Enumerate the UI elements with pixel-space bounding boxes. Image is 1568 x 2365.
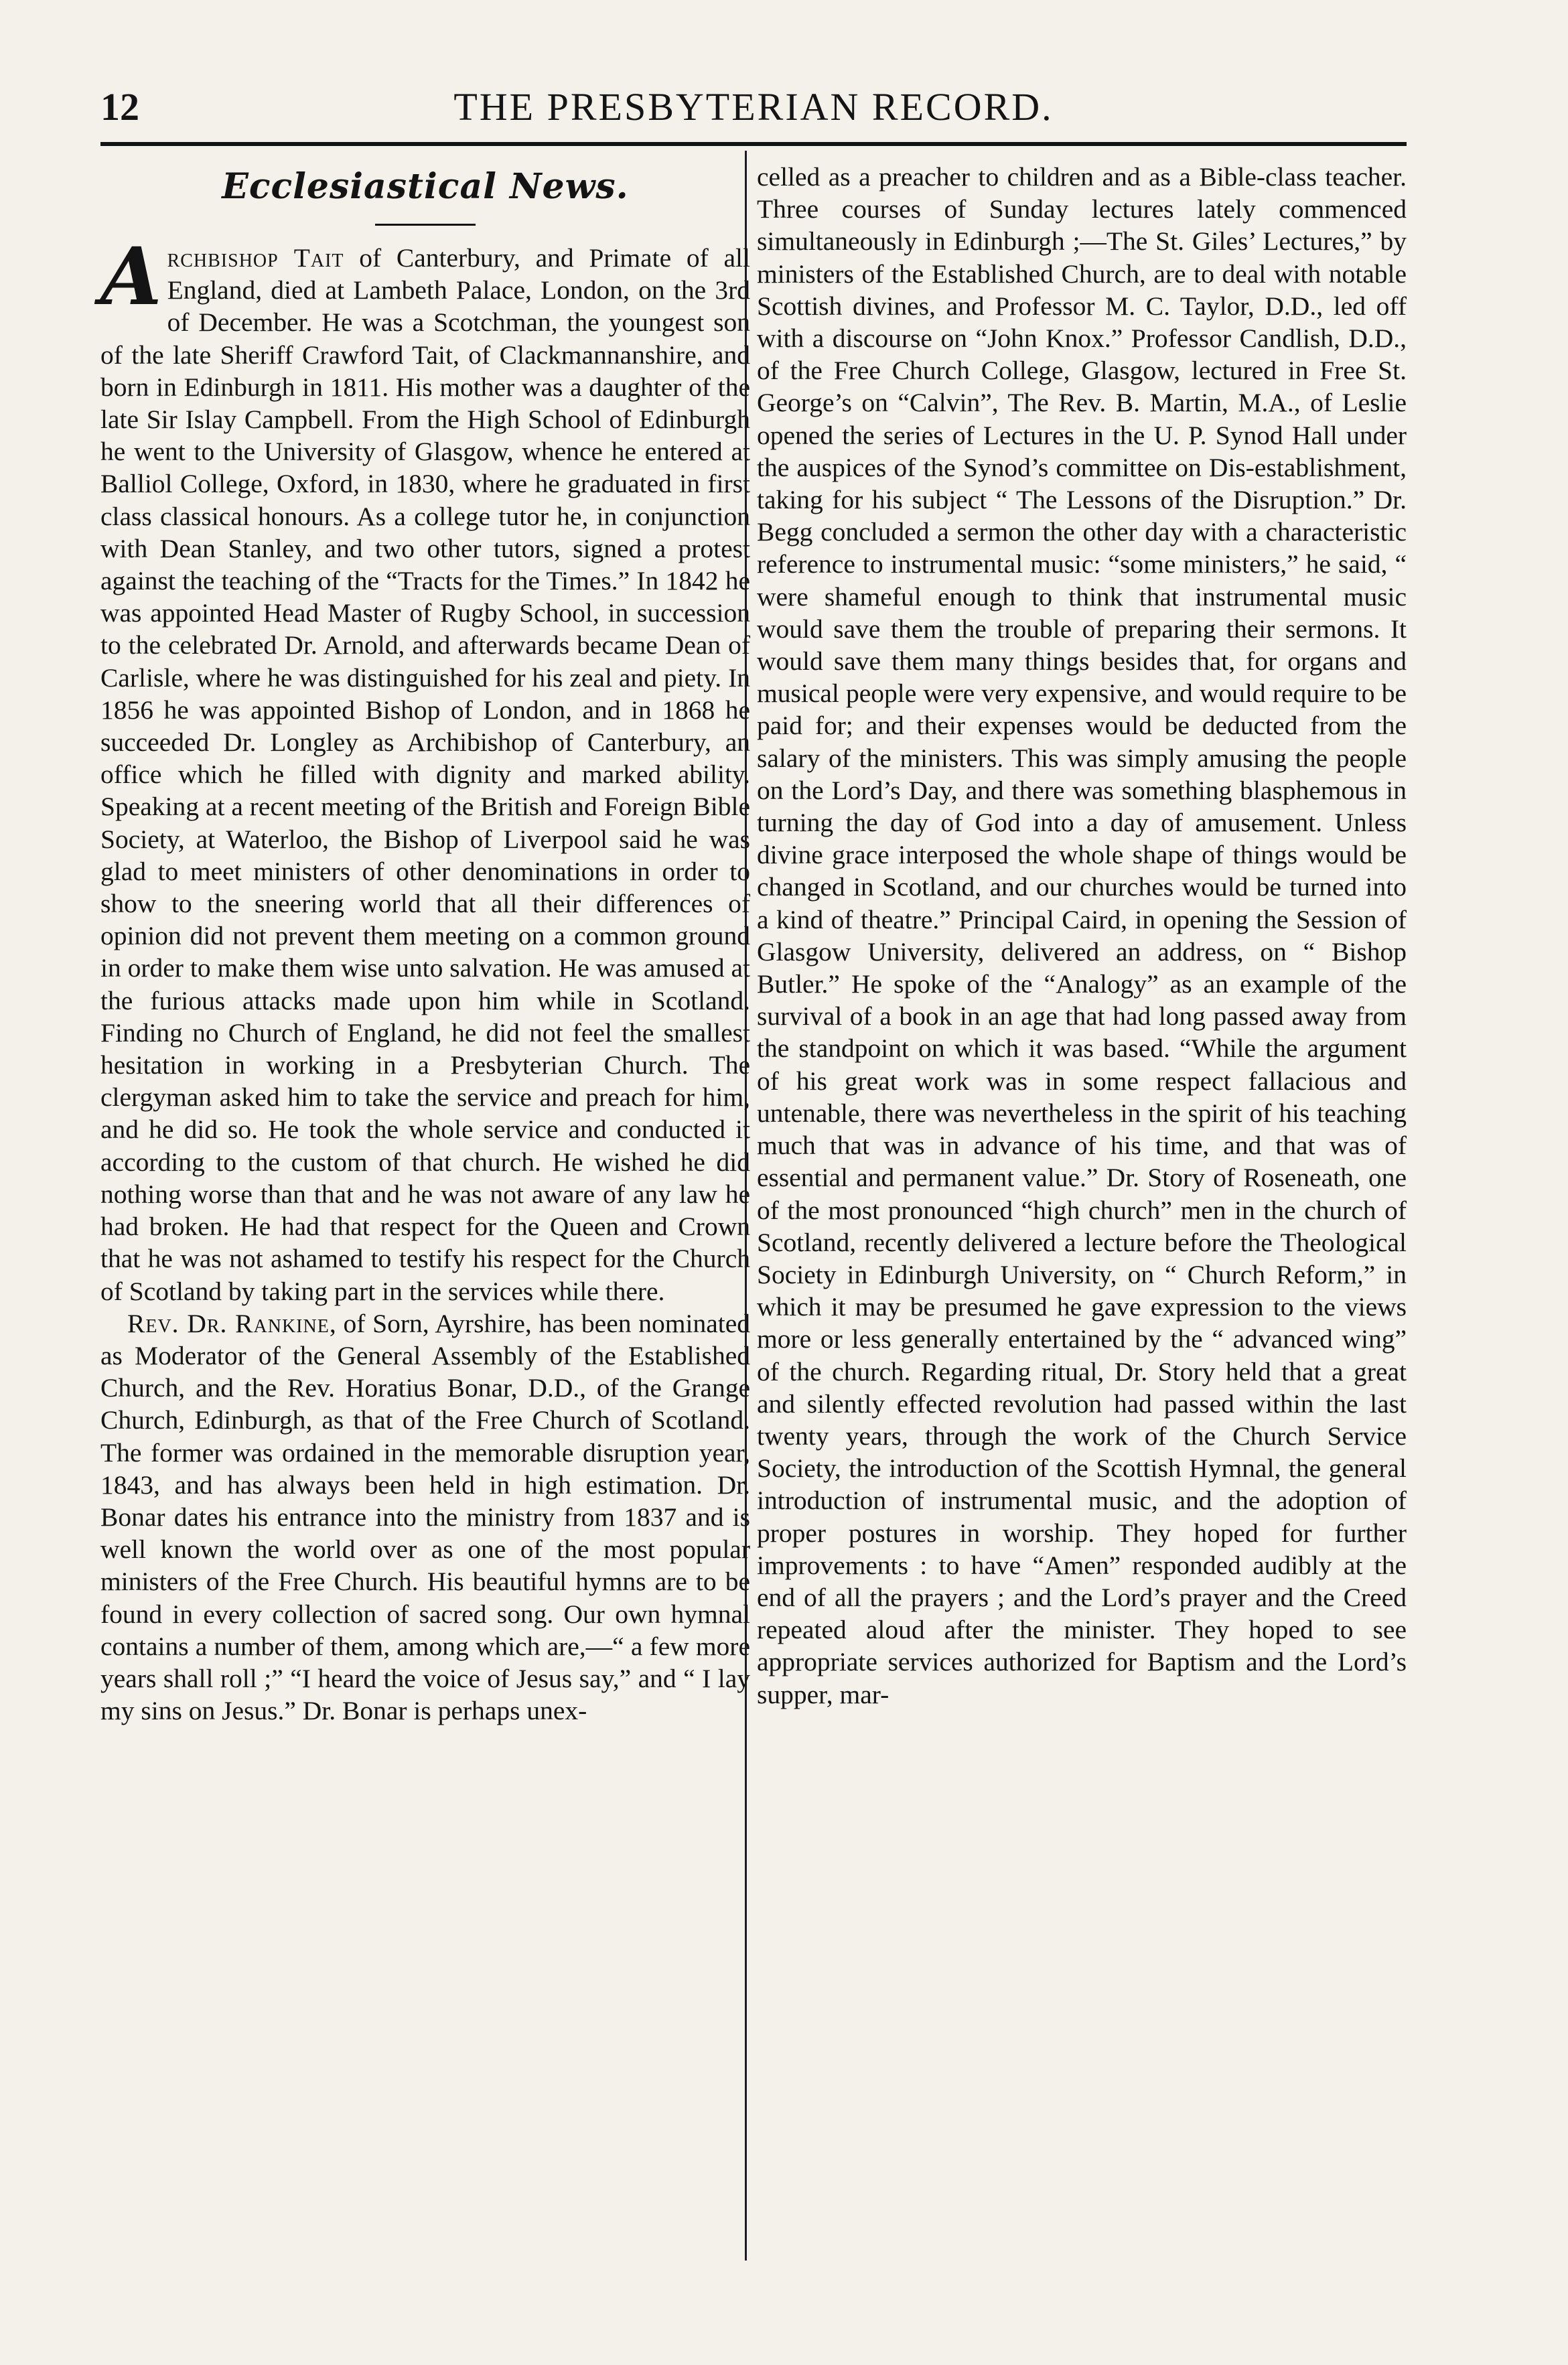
article-rankine	[100, 1307, 750, 1727]
section-title: Ecclesiastical News.	[222, 166, 629, 207]
article-tait-lead: rchbishop Tait	[167, 243, 344, 273]
article-tait	[100, 230, 750, 1307]
page-header	[100, 79, 1407, 139]
drop-cap: A	[100, 230, 162, 323]
article-tait-body: of Canterbury, and Primate of all England, died at Lambeth Palace, London, on the 3rd of December. He was a Scotchman, the youngest son of the late Sheriff Crawford Tait, of Clackmannanshire, and born in Edinburgh in 1811. His mother was a daughter of the late Sir Islay Campbell. From the High School of Edinburgh he went to the University of Glasgow, whence he entered at Balliol College, Oxford, in 1830, where he graduated in first class classical honours. As a college tutor he, in conjunction with Dean Stanley, and two other tutors, signed a protest against the teaching of the “Tracts for the Times.” In 1842 he was appointed Head Master of Rugby School, in succession to the celebrated Dr. Arnold, and afterwards became Dean of Carlisle, where he was distinguished for his zeal and piety. In 1856 he was appointed Bishop of London, and in 1868 he succeeded Dr. Longley as Archibishop of Canterbury, an office which he filled with dignity and marked ability. Speaking at a recent meeting of the British and Foreign Bible Society, at Waterloo, the Bishop of Liverpool said he was glad to meet ministers of other denominations in order to show to the sneering world that all their differences of opinion did not prevent them meeting on a common ground in order to make them wise unto salvation. He was amused at the furious attacks made upon him while in Scotland. Finding no Church of England, he did not feel the smallest hesitation in working in a Presbyterian Church. The clergyman asked him to take the service and preach for him, and he did so. He took the whole service and conducted it according to the custom of that church. He wished he did nothing worse than that and he was not aware of any law he had broken. He had that respect for the Queen and Crown that he was not ashamed to testify his respect for the Church of Scotland by taking part in the services while there.	[100, 243, 750, 1306]
article-continued: celled as a preacher to children and as a Bible-class teacher. Three courses of Sunday lectures lately commenced simultaneously in Edinburgh ;—The St. Giles’ Lectures,” by ministers of the Established Church, are to deal with notable Scottish divines, and Professor M. C. Taylor, D.D., led off with a discourse on “John Knox.” Professor Candlish, D.D., of the Free Church College, Glasgow, lectured in Free St. George’s on “Calvin”, The Rev. B. Martin, M.A., of Leslie opened the series of Lectures in the U. P. Synod Hall under the auspices of the Synod’s committee on Dis-establishment, taking for his subject “ The Lessons of the Disruption.” Dr. Begg concluded a sermon the other day with a characteristic reference to instrumental music: “some ministers,” he said, “ were shameful enough to think that instrumental music would save them the trouble of preparing their sermons. It would save them many things besides that, for organs and musical people were very expensive, and would require to be paid for; and their expenses would be deducted from the salary of the ministers. This was simply amusing the people on the Lord’s Day, and there was something blasphemous in turning the day of God into a day of amusement. Unless divine grace interposed the whole shape of things would be changed in Scotland, and our churches would be turned into a kind of theatre.” Principal Caird, in opening the Session of Glasgow University, delivered an address, on “ Bishop Butler.” He spoke of the “Analogy” as an example of the survival of a book in an age that had long passed away from the standpoint on which it was based. “While the argument of his great work was in some respect fallacious and untenable, there was nevertheless in the spirit of his teaching much that was in advance of his time, and that was of essential and permanent value.” Dr. Story of Roseneath, one of the most pronounced “high church” men in the church of Scotland, recently delivered a lecture before the Theological Society in Edinburgh University, on “ Church Reform,” in which it may be presumed he gave expression to the views more or less generally entertained by the “ advanced wing” of the church. Regarding ritual, Dr. Story held that a great and silently effected revolution had passed within the last twenty years, through the work of the Church Service Society, the introduction of the Scottish Hymnal, the general introduction of instrumental music, and the adoption of proper postures in worship. They hoped for further improvements : to have “Amen” responded audibly at the end of all the prayers ; and the Lord’s prayer and the Creed repeated aloud after the minister. They hoped to see appropriate services authorized for Baptism and the Lord’s supper, mar-	[757, 162, 1407, 1709]
header-rule	[100, 142, 1407, 146]
article-rankine-body: , of Sorn, Ayrshire, has been nominated as Moderator of the General Assembly of the Established Church, and the Rev. Horatius Bonar, D.D., of the Grange Church, Edinburgh, as that of the Free Church of Scotland. The former was ordained in the memorable disruption year, 1843, and has always been held in high estimation. Dr. Bonar dates his entrance into the ministry from 1837 and is well known the world over as one of the most popular ministers of the Free Church. His beautiful hymns are to be found in every collection of sacred song. Our own hymnal contains a number of them, among which are,—“ a few more years shall roll ;” “I heard the voice of Jesus say,” and “ I lay my sins on Jesus.” Dr. Bonar is perhaps unex-	[100, 1308, 751, 1726]
publication-title: THE PRESBYTERIAN RECORD.	[453, 85, 1054, 129]
left-column	[100, 161, 750, 1727]
page-number: 12	[100, 85, 139, 129]
title-rule	[375, 224, 476, 226]
right-column	[757, 161, 1407, 1711]
article-rankine-lead: Rev. Dr. Rankine	[127, 1308, 330, 1338]
